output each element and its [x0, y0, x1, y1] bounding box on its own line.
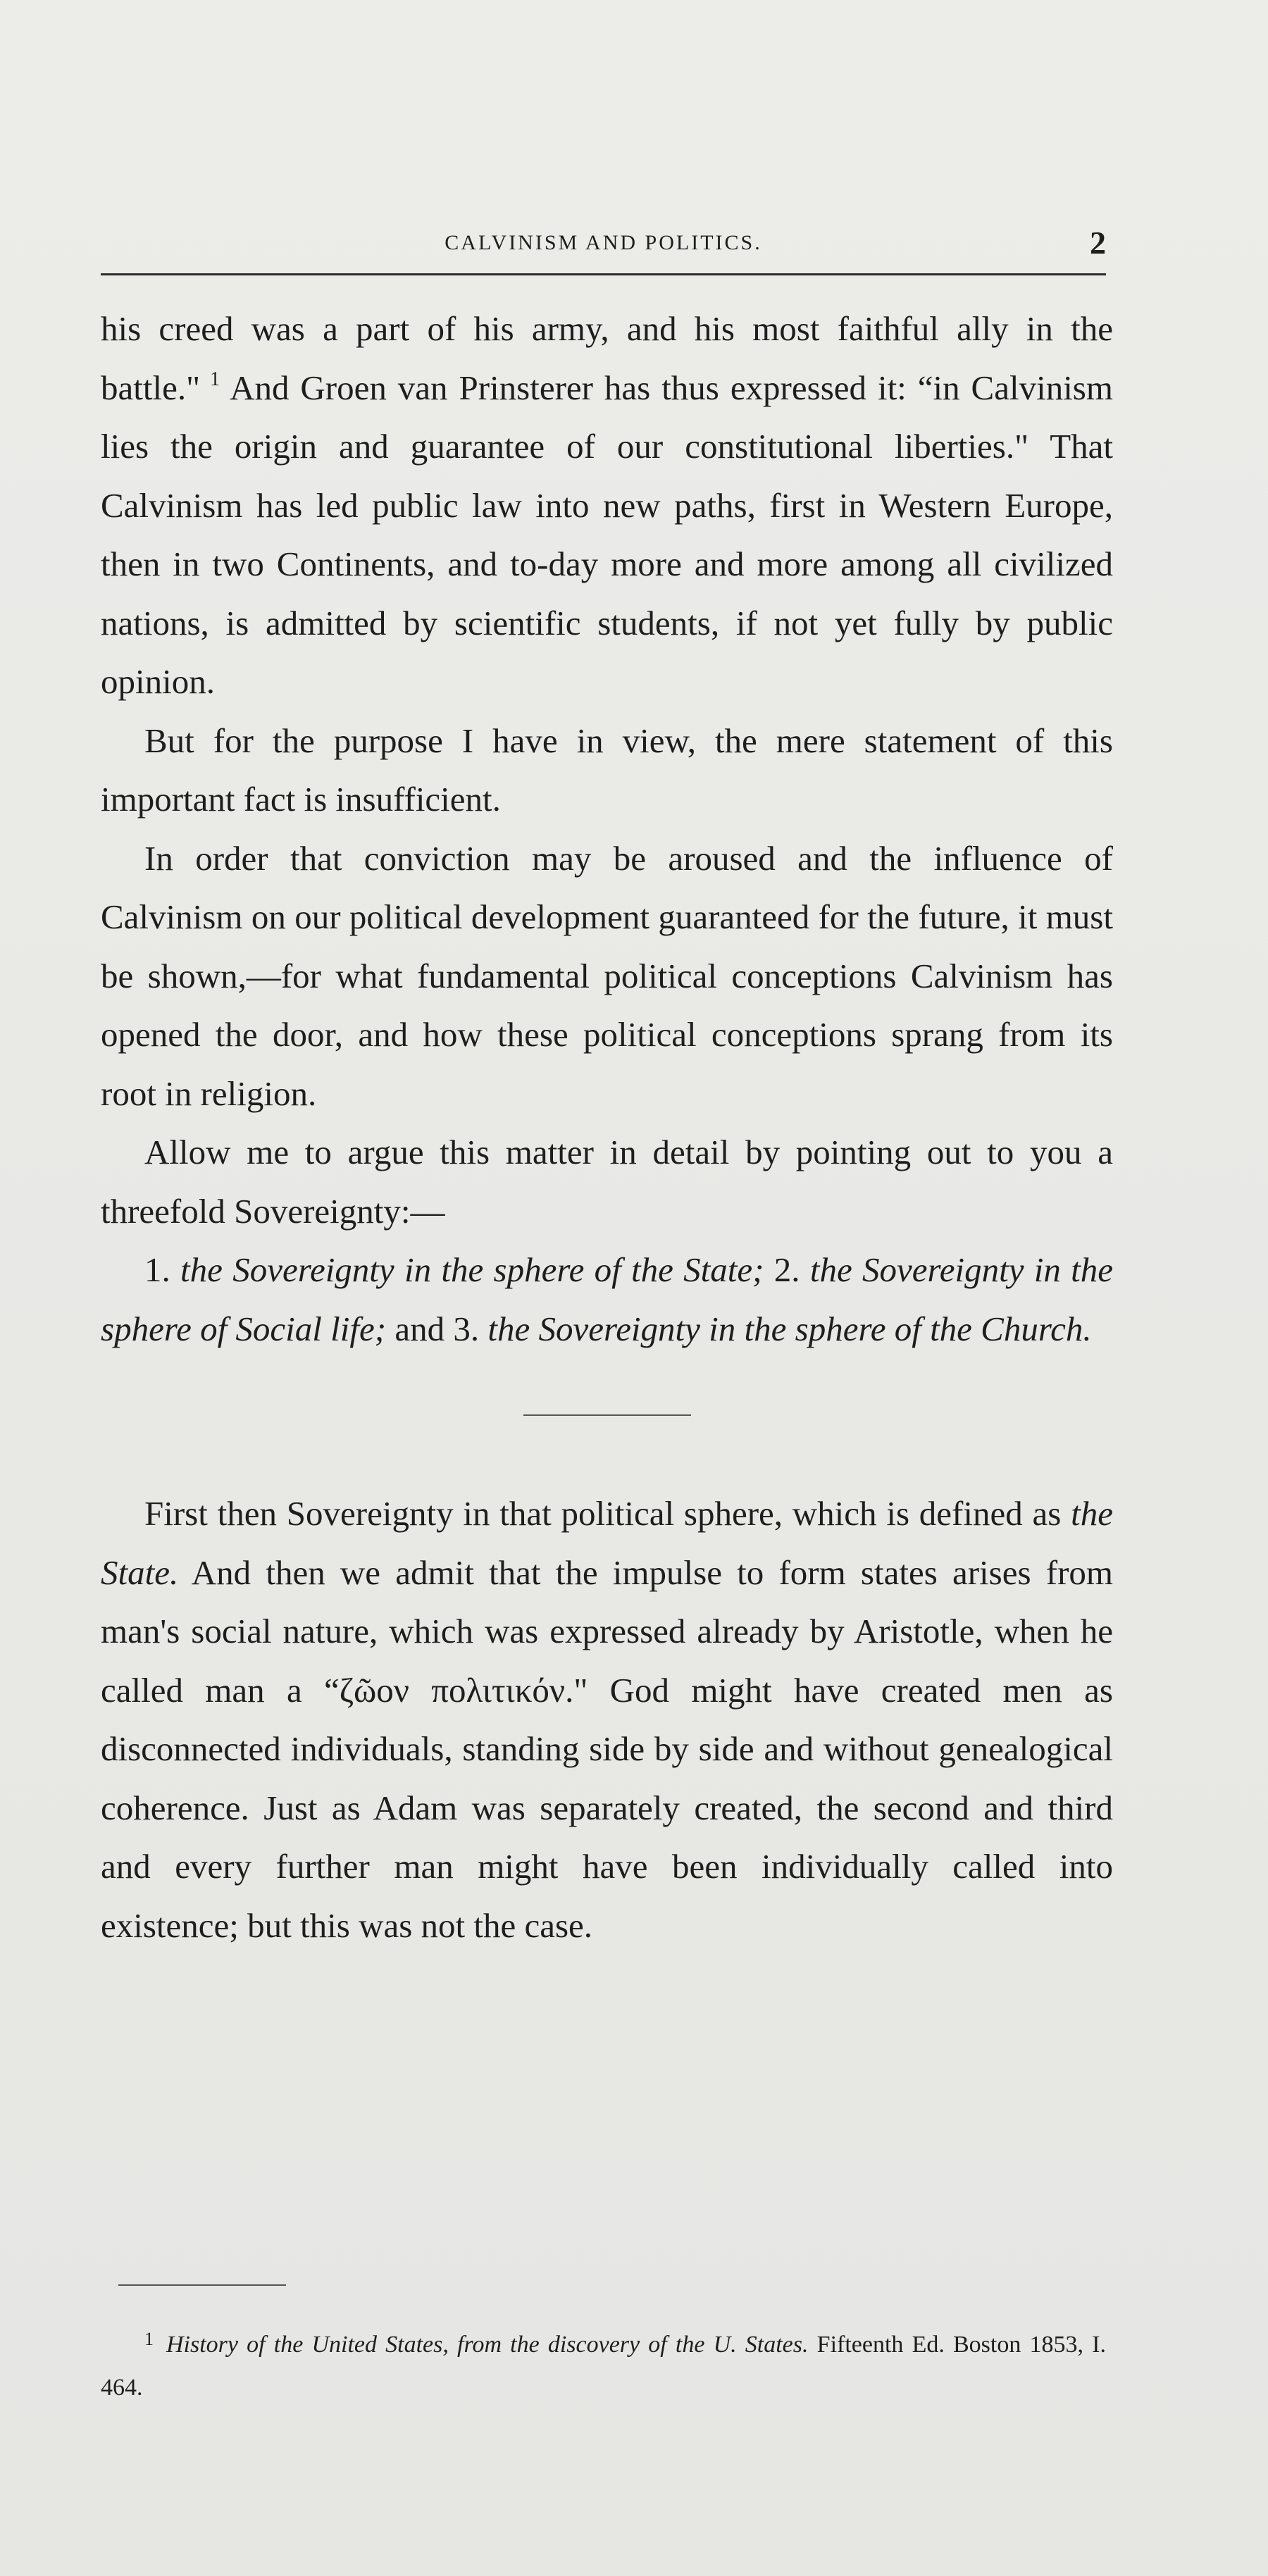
list-item-church: the Sovereignty in the sphere of the Church. [487, 1309, 1092, 1348]
paragraph-1-part-b: And Groen van Prinsterer has thus expressed it: “in Calvinism lies the origin and guarantee of our constitutional liberties." That Calvinism has led public law into new paths, first in Western Europe, then in two Continents, and to-day more and more among all civilized nations, is admitted by scientific students, if not yet fully by public opinion. [101, 368, 1113, 701]
running-head: CALVINISM AND POLITICS. [445, 231, 762, 254]
header-rule [101, 273, 1106, 275]
list-number-3: and 3. [394, 1309, 480, 1348]
paragraph-4: Allow me to argue this matter in detail by pointing out to you a threefold Sovereignty:— [101, 1133, 1113, 1231]
paragraph-1 [101, 299, 1113, 711]
footnote-number: 1 [144, 2329, 154, 2349]
paragraph-5-list [101, 1240, 1113, 1358]
list-item-state: the Sovereignty in the sphere of the State; [180, 1250, 764, 1289]
paragraph-1-part-a: his creed was a part of his army, and his most faithful ally in the battle." [101, 309, 1113, 407]
footnote [101, 2317, 1106, 2409]
section-divider [523, 1414, 691, 1416]
paragraph-6-italic-state: the State. [101, 1494, 1113, 1592]
list-item-social-life: the Sovereignty in the sphere of Social life; [101, 1250, 1114, 1348]
page-number: 2 [1090, 225, 1106, 261]
paragraph-6 [101, 1484, 1113, 1955]
paragraph-3: In order that conviction may be aroused and the influence of Calvinism on our political development guaranteed for the future, it must be shown,—for what fundamental political conceptions Calvinism has opened the door, and how these political conceptions sprang from its root in religion. [101, 838, 1113, 1113]
body-text [101, 299, 1113, 1955]
page-header [101, 224, 1106, 273]
paragraph-2: But for the purpose I have in view, the mere statement of this important fact is insufficient. [101, 721, 1113, 819]
list-number-2: 2. [773, 1250, 800, 1289]
paragraph-6-part-a: First then Sovereignty in that political sphere, which is defined as [144, 1494, 1062, 1533]
list-number-1: 1. [144, 1250, 170, 1289]
footnote-reference: 1 [210, 368, 220, 390]
footnote-edition: Fifteenth Ed. Boston 1853, I. 464. [101, 2332, 1106, 2401]
paragraph-6-part-b: And then we admit that the impulse to form states arises from man's social nature, which was expressed already by Aristotle, when he called man a “ζῶον πολιτικόν." God might have created men as disconnected individuals, standing side by side and without genealogical coherence. Just as Adam was separately created, the second and third and every further man might have been individually called into existence; but this was not the case. [101, 1553, 1114, 1945]
footnote-source-title: History of the United States, from the discovery of the U. States. [166, 2332, 809, 2358]
footnote-rule [118, 2284, 286, 2286]
